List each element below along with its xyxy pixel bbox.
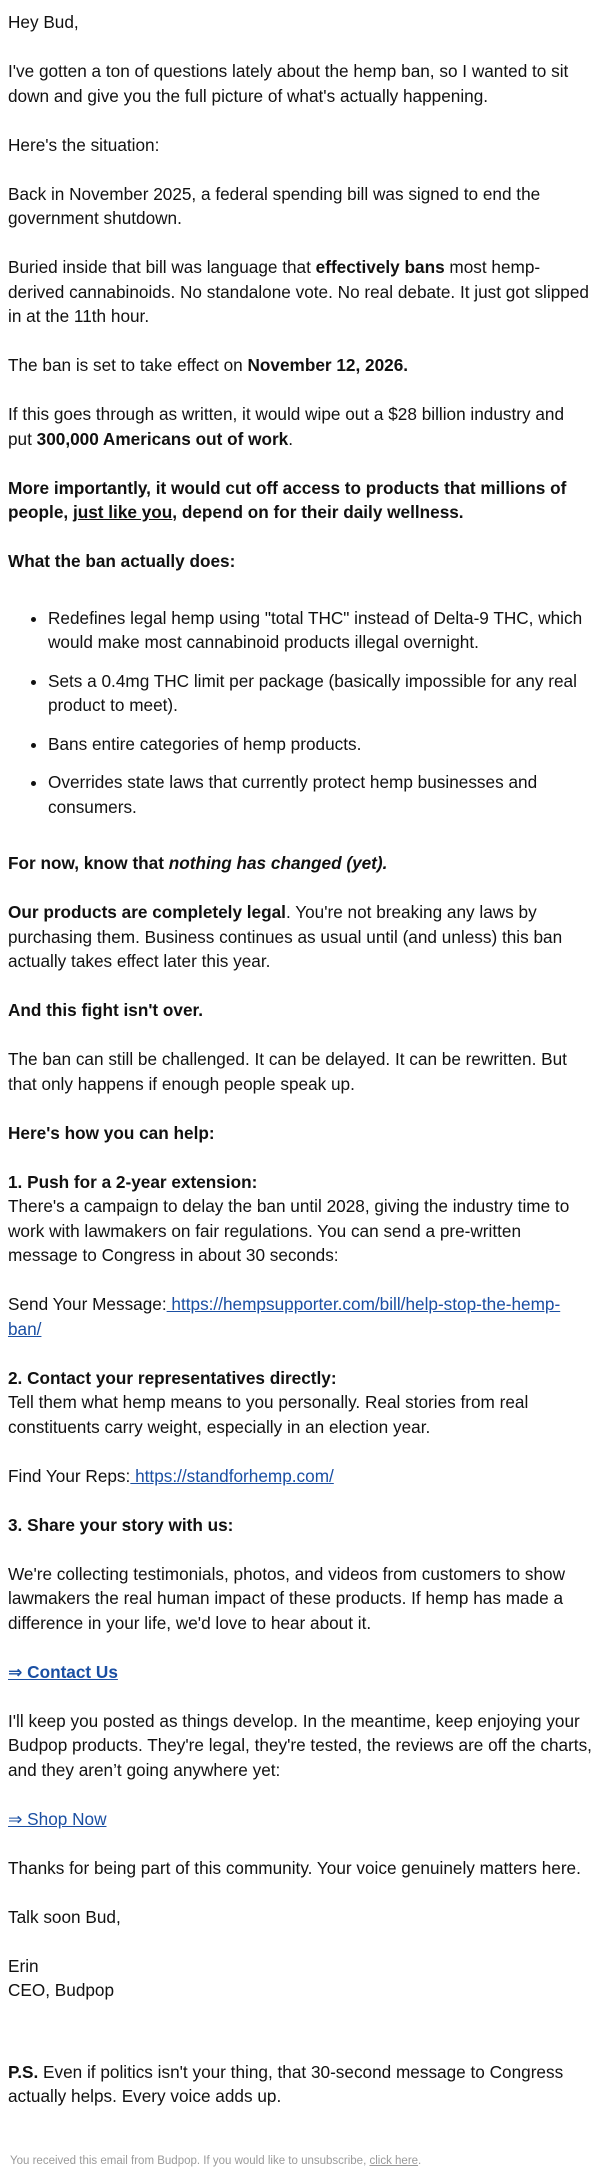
step1-title: 1. Push for a 2-year extension: — [8, 1171, 258, 1192]
signature-title: CEO, Budpop — [8, 1980, 115, 2000]
step2-title: 2. Contact your representatives directly: — [8, 1367, 337, 1388]
impact-paragraph: If this goes through as written, it would wipe out a $28 billion industry and put 300,000 Americans out of work. — [8, 404, 565, 449]
buried-paragraph: Buried inside that bill was language that effectively bans most hemp-derived cannabinoids. No standalone vote. No real debate. It just got slipped in at the 11th hour. — [8, 257, 589, 326]
signoff: Talk soon Bud, — [8, 1906, 121, 1927]
signature-name: Erin — [8, 1955, 39, 1976]
list-item: • Bans entire categories of hemp products. — [48, 732, 592, 757]
shop-cta-line — [8, 1807, 592, 1832]
step3-body: We're collecting testimonials, photos, and videos from customers to show lawmakers the real human impact of these products. If hemp has made a difference in your life, we'd love to hear about it. — [8, 1563, 566, 1633]
shop-now-link[interactable]: ⇒ Shop Now — [8, 1808, 107, 1829]
ban-heading: What the ban actually does: — [8, 551, 236, 571]
contact-cta-line — [8, 1660, 592, 1685]
send-message-link[interactable]: https://hempsupporter.com/bill/help-stop-the-hemp-ban/ — [8, 1294, 561, 1339]
thanks-paragraph: Thanks for being part of this community. Your voice genuinely matters here. — [8, 1857, 581, 1878]
legal-paragraph: Our products are completely legal. You're not breaking any laws by purchasing them. Business continues as usual until (and unless) this ban actually takes effect later this year. — [8, 902, 563, 971]
challenge-paragraph: The ban can still be challenged. It can be delayed. It can be rewritten. But that only happens if enough people speak up. — [8, 1049, 567, 1094]
ps-paragraph: P.S. Even if politics isn't your thing, that 30-second message to Congress actually helps. Every voice adds up. — [8, 2061, 564, 2106]
list-item: • Redefines legal hemp using "total THC" instead of Delta-9 THC, which would make most cannabinoid products illegal overnight. — [48, 606, 592, 655]
intro-paragraph: I've gotten a ton of questions lately about the hemp ban, so I wanted to sit down and give you the full picture of what's actually happening. — [8, 61, 569, 106]
step2-link-line: Find Your Reps: https://standforhemp.com/ — [8, 1465, 334, 1486]
find-reps-link[interactable]: https://standforhemp.com/ — [130, 1465, 334, 1486]
list-item: • Sets a 0.4mg THC limit per package (basically impossible for any real product to meet). — [48, 669, 592, 718]
footer-text: You received this email from Budpop. If you would like to unsubscribe, — [10, 2154, 370, 2167]
footer: You received this email from Budpop. If you would like to unsubscribe, click here. — [10, 2154, 422, 2167]
background-paragraph: Back in November 2025, a federal spending bill was signed to end the government shutdown. — [8, 183, 541, 228]
contact-us-link[interactable]: ⇒ Contact Us — [8, 1661, 118, 1682]
update-paragraph: I'll keep you posted as things develop. In the meantime, keep enjoying your Budpop products. They're legal, they're tested, the reviews are off the charts, and they aren’t going anywhere yet: — [8, 1710, 592, 1780]
list-item: • Overrides state laws that currently protect hemp businesses and consumers. — [48, 770, 592, 819]
step3-title: 3. Share your story with us: — [8, 1514, 234, 1535]
step1-link-line: Send Your Message: https://hempsupporter.com/bill/help-stop-the-hemp-ban/ — [8, 1294, 561, 1339]
ban-list — [8, 606, 592, 820]
step1-body: There's a campaign to delay the ban until 2028, giving the industry time to work with lawmakers on fair regulations. You can send a pre-written message to Congress in about 30 seconds: — [8, 1196, 570, 1265]
unsubscribe-link[interactable]: click here — [369, 2154, 419, 2167]
help-heading: Here's how you can help: — [8, 1122, 215, 1143]
situation-heading: Here's the situation: — [8, 134, 160, 155]
importance-paragraph: More importantly, it would cut off access to products that millions of people, just like you, depend on for their daily wellness. — [8, 477, 567, 522]
for-now-paragraph: For now, know that nothing has changed (yet). — [8, 853, 388, 873]
greeting: Hey Bud, — [8, 12, 79, 32]
effective-date-paragraph: The ban is set to take effect on November 12, 2026. — [8, 355, 409, 375]
fight-heading: And this fight isn't over. — [8, 1000, 204, 1020]
step2-body: Tell them what hemp means to you personally. Real stories from real constituents carry weight, especially in an election year. — [8, 1392, 529, 1437]
